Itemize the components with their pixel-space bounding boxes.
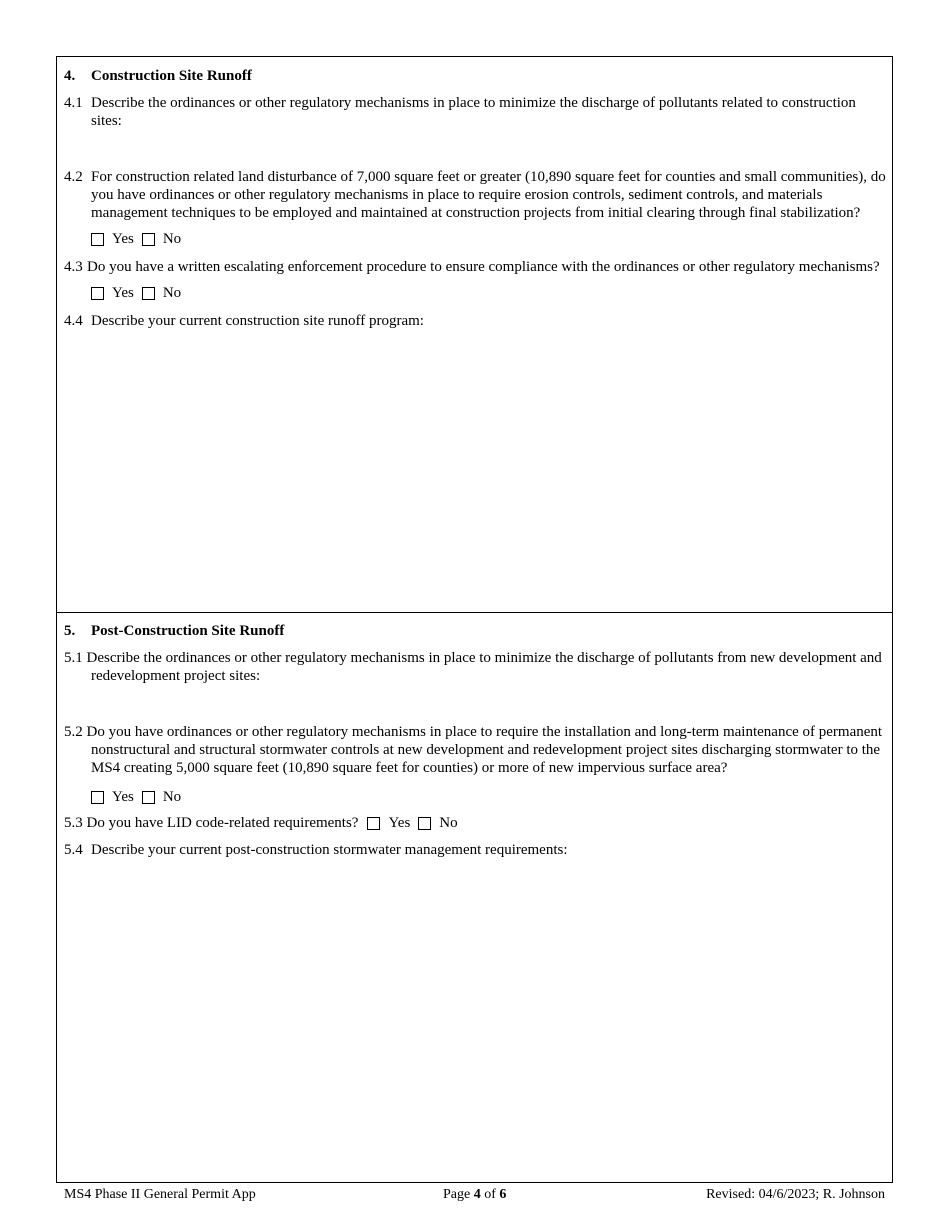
- question-4-2-options: [91, 230, 189, 248]
- q5-2-no-label: No: [162, 789, 182, 805]
- q4-3-yes-label: Yes: [112, 285, 134, 301]
- section-4-heading: 4. Construction Site Runoff: [64, 68, 252, 84]
- question-5-1-text: 5.1 Describe the ordinances or other regulatory mechanisms in place to minimize the discharge of pollutants from new development and: [64, 650, 882, 666]
- question-5-2: [64, 723, 888, 777]
- question-4-2: 4.2 For construction related land disturbance of 7,000 square feet or greater (10,890 square feet for counties and small communities), do you have ordinances or other regulatory mechanisms in place to require erosion controls, sediment controls, and materials management techniques to be employed and maintained at construction projects from initial clearing through final stabilization?: [64, 168, 888, 222]
- q4-2-no-label: No: [162, 231, 182, 247]
- q5-3-yes-checkbox[interactable]: [367, 817, 380, 830]
- section-5-box: [56, 612, 893, 1183]
- q4-2-yes-label: Yes: [112, 231, 134, 247]
- question-4-3-options: [91, 284, 189, 302]
- q5-3-yes-label: Yes: [388, 815, 411, 831]
- question-5-2-text-cont: nonstructural and structural stormwater controls at new development and redevelopment project sites discharging stormwater to the MS4 creating 5,000 square feet (10,890 square feet for counties) or more of new impervious surface area?: [91, 742, 881, 776]
- question-5-4: 5.4 Describe your current post-construction stormwater management requirements:: [64, 841, 888, 859]
- q5-2-no-checkbox[interactable]: [142, 791, 155, 804]
- question-5-2-options: [91, 788, 189, 806]
- question-5-2-text: 5.2 Do you have ordinances or other regulatory mechanisms in place to require the installation and long-term maintenance of permanent: [64, 724, 883, 740]
- q4-2-yes-checkbox[interactable]: [91, 233, 104, 246]
- q4-3-no-checkbox[interactable]: [142, 287, 155, 300]
- section-4-title: Construction Site Runoff: [91, 68, 252, 84]
- footer-revised: Revised: 04/6/2023; R. Johnson: [706, 1187, 885, 1202]
- footer-form-name: MS4 Phase II General Permit App: [64, 1187, 256, 1202]
- q5-2-yes-checkbox[interactable]: [91, 791, 104, 804]
- question-5-3: 5.3 Do you have LID code-related requirements? Yes No: [64, 815, 458, 831]
- question-4-1-text: Describe the ordinances or other regulatory mechanisms in place to minimize the discharge of pollutants related to construction sites:: [91, 95, 856, 129]
- question-4-3-text: Do you have a written escalating enforcement procedure to ensure compliance with the ordinances or other regulatory mechanisms?: [87, 259, 880, 275]
- question-4-3: 4.3 Do you have a written escalating enforcement procedure to ensure compliance with the ordinances or other regulatory mechanisms?: [64, 258, 888, 276]
- q5-3-no-checkbox[interactable]: [418, 817, 431, 830]
- question-5-1-text-cont: redevelopment project sites:: [91, 668, 261, 684]
- question-5-4-text: Describe your current post-construction stormwater management requirements:: [91, 842, 568, 858]
- question-5-1: [64, 649, 888, 685]
- q4-3-yes-checkbox[interactable]: [91, 287, 104, 300]
- question-4-4-text: Describe your current construction site runoff program:: [91, 313, 424, 329]
- question-4-4: 4.4 Describe your current construction site runoff program:: [64, 312, 888, 330]
- section-4-box: [56, 56, 893, 613]
- footer-page-number: Page 4 of 6: [443, 1187, 507, 1202]
- q5-3-no-label: No: [439, 815, 458, 831]
- section-5-title: Post-Construction Site Runoff: [91, 623, 285, 639]
- question-4-1: 4.1 Describe the ordinances or other regulatory mechanisms in place to minimize the discharge of pollutants related to construction sites:: [64, 94, 888, 130]
- question-5-3-text: Do you have LID code-related requirements?: [86, 815, 359, 831]
- section-5-heading: 5. Post-Construction Site Runoff: [64, 623, 285, 639]
- q4-2-no-checkbox[interactable]: [142, 233, 155, 246]
- question-4-2-text: For construction related land disturbance of 7,000 square feet or greater (10,890 square feet for counties and small communities), do you have ordinances or other regulatory mechanisms in place to require erosion controls, sediment controls, and materials management techniques to be employed and maintained at construction projects from initial clearing through final stabilization?: [91, 169, 886, 221]
- q5-2-yes-label: Yes: [112, 789, 134, 805]
- q4-3-no-label: No: [162, 285, 182, 301]
